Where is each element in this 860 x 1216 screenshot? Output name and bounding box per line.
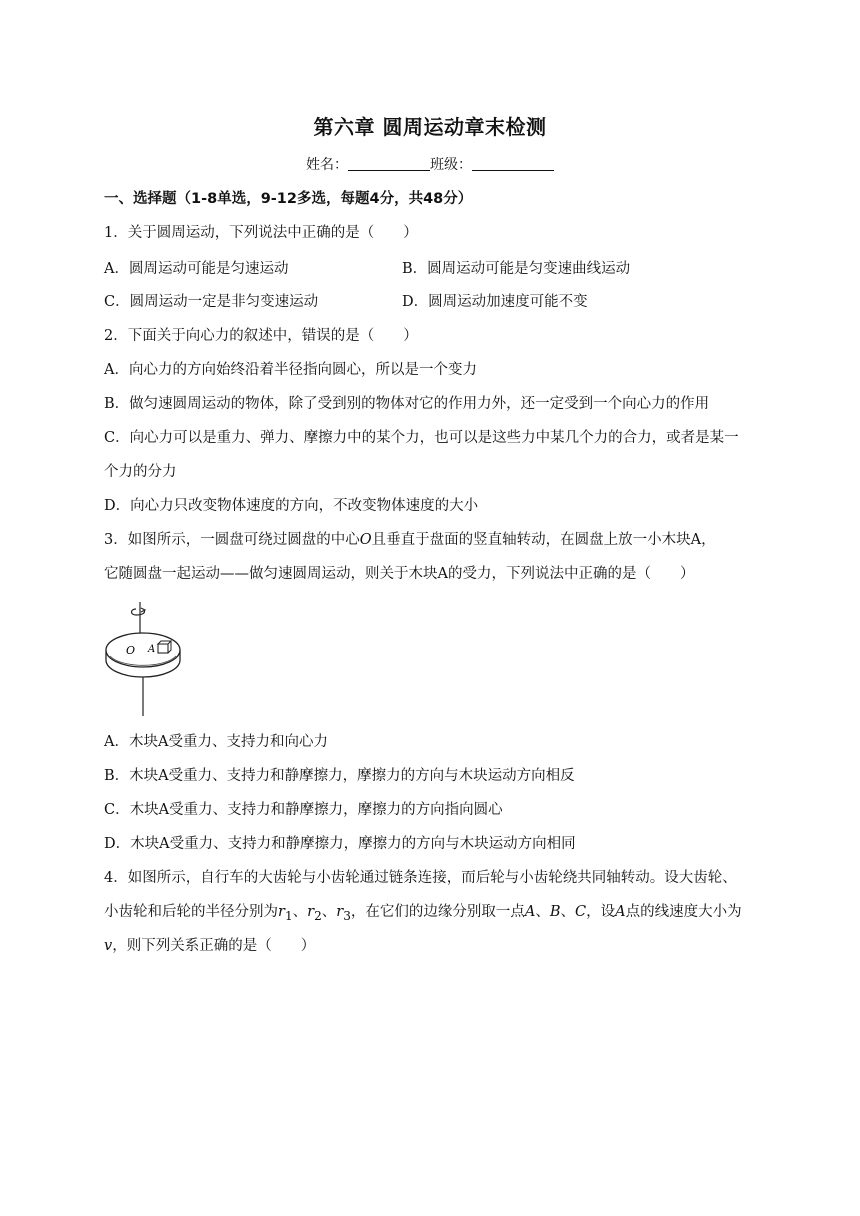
page-title: 第六章 圆周运动章末检测 <box>313 115 547 139</box>
sep-2: 、 <box>321 904 337 920</box>
q2-option-c: C．向心力可以是重力、弹力、摩擦力中的某个力，也可以是这些力中某几个力的合力，或者是某一 <box>104 430 739 446</box>
q1-option-d: D．圆周运动加速度可能不变 <box>402 294 588 310</box>
q2-stem: 2．下面关于向心力的叙述中，错误的是（ ） <box>104 328 418 344</box>
name-blank[interactable] <box>348 156 430 171</box>
q1-option-b: B．圆周运动可能是匀变速曲线运动 <box>402 261 631 277</box>
point-b: B <box>549 904 561 920</box>
student-info-line <box>0 154 860 174</box>
q3-point-o: O <box>359 532 372 548</box>
q4-stem2-post: 点的线速度大小为 <box>625 904 742 920</box>
q3-stem-post: 且垂直于盘面的竖直轴转动，在圆盘上放一小木块A， <box>371 532 716 548</box>
q4-stem-line2 <box>104 900 742 923</box>
sep-4: 、 <box>560 904 576 920</box>
q2-option-d: D．向心力只改变物体速度的方向，不改变物体速度的大小 <box>104 498 479 514</box>
q3-stem-line2: 它随圆盘一起运动——做匀速圆周运动，则关于木块A的受力，下列说法中正确的是（ ） <box>104 566 695 582</box>
class-blank[interactable] <box>472 156 554 171</box>
q2-option-b: B．做匀速圆周运动的物体，除了受到别的物体对它的作用力外，还一定受到一个向心力的作用 <box>104 396 710 412</box>
q3-option-c: C．木块A受重力、支持力和静摩擦力，摩擦力的方向指向圆心 <box>104 802 503 818</box>
q2-option-c-continued: 个力的分力 <box>104 464 177 480</box>
sep-1: 、 <box>292 904 308 920</box>
section-heading: 一、选择题（1-8单选，9-12多选，每题4分，共48分） <box>104 191 473 207</box>
r2-symbol: r <box>307 904 315 920</box>
q3-stem-line1 <box>104 528 716 549</box>
q1-option-a: A．圆周运动可能是匀速运动 <box>104 261 289 277</box>
r1-subscript: 1 <box>284 908 293 923</box>
q4-stem-line1: 4．如图所示，自行车的大齿轮与小齿轮通过链条连接，而后轮与小齿轮绕共同轴转动。设大齿轮、 <box>104 870 737 886</box>
r3-symbol: r <box>336 904 344 920</box>
q3-stem-pre: 3．如图所示，一圆盘可绕过圆盘的中心 <box>104 532 360 548</box>
point-a-ref: A <box>615 904 626 920</box>
figure-label-o: O <box>126 644 136 657</box>
q3-option-a: A．木块A受重力、支持力和向心力 <box>104 734 328 750</box>
q4-stem3-post: ，则下列关系正确的是（ ） <box>112 938 316 954</box>
q4-stem-line3 <box>104 934 315 955</box>
rotating-disk-figure <box>100 600 190 718</box>
q4-stem2-mid: ，在它们的边缘分别取一点 <box>350 904 525 920</box>
q1-stem: 1．关于圆周运动，下列说法中正确的是（ ） <box>104 225 418 241</box>
q1-option-c: C．圆周运动一定是非匀变速运动 <box>104 294 319 310</box>
r1-symbol: r <box>278 904 285 920</box>
q2-option-a: A．向心力的方向始终沿着半径指向圆心，所以是一个变力 <box>104 362 477 378</box>
q4-stem2-mid2: ，设 <box>586 904 616 920</box>
point-a: A <box>524 904 536 920</box>
q3-option-b: B．木块A受重力、支持力和静摩擦力，摩擦力的方向与木块运动方向相反 <box>104 768 575 784</box>
q3-option-d: D．木块A受重力、支持力和静摩擦力，摩擦力的方向与木块运动方向相同 <box>104 836 576 852</box>
sep-3: 、 <box>535 904 550 920</box>
r2-subscript: 2 <box>314 908 322 923</box>
r3-subscript: 3 <box>343 908 351 923</box>
point-c: C <box>575 904 587 920</box>
velocity-symbol: v <box>104 938 113 954</box>
name-label: 姓名： <box>306 157 348 173</box>
q4-stem2-pre: 小齿轮和后轮的半径分别为 <box>104 904 278 920</box>
figure-label-a: A <box>148 644 156 655</box>
class-label: 班级： <box>430 157 472 173</box>
